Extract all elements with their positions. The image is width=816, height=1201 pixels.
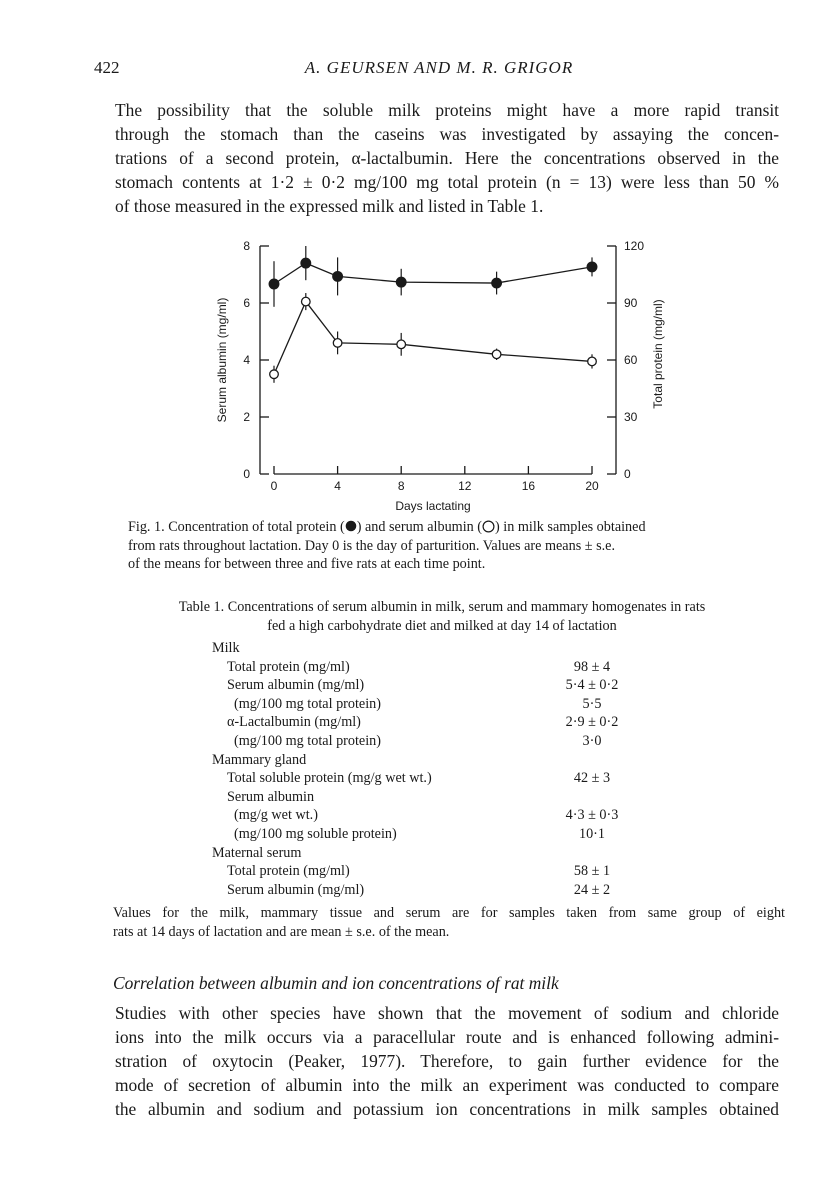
paragraph-line: Studies with other species have shown that the movement of sodium and chloride bbox=[115, 1003, 779, 1023]
x-tick-label: 12 bbox=[458, 479, 472, 493]
total-protein-point bbox=[333, 272, 343, 282]
total-protein-point bbox=[587, 262, 597, 272]
row-label: Serum albumin bbox=[227, 788, 315, 805]
filled-circle-icon bbox=[345, 520, 357, 532]
row-label: (mg/g wet wt.) bbox=[234, 807, 318, 824]
paragraph-line: trations of a second protein, α-lactalbumin. Here the concentrations observed in the bbox=[115, 148, 779, 168]
row-label: Total protein (mg/ml) bbox=[227, 863, 350, 880]
row-value: 2·9 ± 0·2 bbox=[565, 714, 619, 731]
row-label: Serum albumin (mg/ml) bbox=[227, 677, 365, 694]
page-header bbox=[94, 58, 784, 84]
row-value: 4·3 ± 0·3 bbox=[565, 807, 619, 824]
table-row bbox=[212, 676, 662, 695]
row-label: Total soluble protein (mg/g wet wt.) bbox=[227, 770, 432, 787]
total-protein-point bbox=[269, 279, 279, 289]
serum-albumin-point bbox=[397, 340, 406, 349]
serum-albumin-point bbox=[333, 339, 342, 348]
paragraph-line: through the stomach than the caseins was investigated by assaying the concen- bbox=[115, 124, 779, 144]
paragraph-ion-concentrations bbox=[115, 1001, 779, 1121]
row-label: Serum albumin (mg/ml) bbox=[227, 881, 365, 898]
row-value: 10·1 bbox=[578, 825, 605, 842]
x-tick-label: 4 bbox=[334, 479, 341, 493]
figure-caption bbox=[128, 518, 778, 574]
figure-1 bbox=[210, 236, 670, 516]
total-protein-point bbox=[396, 277, 406, 287]
table-row bbox=[212, 806, 662, 825]
row-value: 5·5 bbox=[582, 695, 602, 712]
paragraph-line: ions into the milk occurs via a paracellular route and is enhanced following admini- bbox=[115, 1027, 779, 1047]
row-label: (mg/100 mg total protein) bbox=[234, 732, 381, 749]
y-left-tick-label: 8 bbox=[243, 239, 250, 253]
table-footnote bbox=[113, 904, 785, 941]
row-value: 24 ± 2 bbox=[573, 881, 611, 898]
table-row bbox=[212, 769, 662, 788]
table-1 bbox=[212, 639, 662, 899]
total-protein-point bbox=[492, 278, 502, 288]
paragraph-line: stomach contents at 1·2 ± 0·2 mg/100 mg total protein (n = 13) were less than 50 % bbox=[115, 172, 779, 192]
x-tick-label: 20 bbox=[585, 479, 599, 493]
row-value: 5·4 ± 0·2 bbox=[565, 677, 619, 694]
footnote-line: rats at 14 days of lactation and are mean ± s.e. of the mean. bbox=[113, 923, 450, 940]
row-value: 42 ± 3 bbox=[573, 770, 611, 787]
table-row bbox=[212, 658, 662, 677]
table-row bbox=[212, 788, 662, 807]
paragraph-stomach-transit bbox=[115, 98, 779, 218]
y-right-tick-label: 30 bbox=[624, 410, 638, 424]
running-head: A. GEURSEN AND M. R. GRIGOR bbox=[304, 58, 574, 77]
y-right-tick-label: 60 bbox=[624, 353, 638, 367]
total-protein-point bbox=[301, 258, 311, 268]
row-value: 3·0 bbox=[582, 732, 602, 749]
row-label: Mammary gland bbox=[212, 751, 307, 768]
chart-axes bbox=[243, 239, 644, 493]
table-row bbox=[212, 881, 662, 900]
chart-series bbox=[269, 246, 597, 383]
row-label: (mg/100 mg soluble protein) bbox=[234, 825, 397, 842]
table-title-line: fed a high carbohydrate diet and milked at day 14 of lactation bbox=[267, 617, 617, 634]
table-row bbox=[212, 639, 662, 658]
row-value: 58 ± 1 bbox=[573, 863, 611, 880]
serum-albumin-point bbox=[492, 350, 501, 359]
line-chart bbox=[210, 236, 670, 516]
y-left-tick-label: 6 bbox=[243, 296, 250, 310]
row-value: 98 ± 4 bbox=[573, 658, 611, 675]
serum-albumin-point bbox=[588, 357, 597, 366]
x-tick-label: 0 bbox=[270, 479, 278, 493]
page-number: 422 bbox=[94, 58, 120, 77]
section-heading: Correlation between albumin and ion concentrations of rat milk bbox=[113, 973, 559, 993]
row-label: Total protein (mg/ml) bbox=[227, 658, 350, 675]
caption-line bbox=[128, 518, 778, 537]
y-axis-right-label: Total protein (mg/ml) bbox=[651, 299, 665, 409]
table-row bbox=[212, 825, 662, 844]
table-title-line: Table 1. Concentrations of serum albumin in milk, serum and mammary homogenates in rats bbox=[178, 599, 706, 615]
serum-albumin-line bbox=[274, 302, 592, 375]
paragraph-line: of those measured in the expressed milk and listed in Table 1. bbox=[115, 196, 544, 216]
paragraph-line: stration of oxytocin (Peaker, 1977). Therefore, to gain further evidence for the bbox=[115, 1051, 779, 1071]
y-left-tick-label: 2 bbox=[243, 410, 250, 424]
table-row bbox=[212, 751, 662, 770]
row-label: α-Lactalbumin (mg/ml) bbox=[227, 714, 361, 731]
total-protein-line bbox=[274, 263, 592, 284]
caption-line: from rats throughout lactation. Day 0 is the day of parturition. Values are means ± s.e. bbox=[128, 537, 616, 554]
y-axis-left-label: Serum albumin (mg/ml) bbox=[215, 297, 229, 423]
serum-albumin-point bbox=[302, 297, 311, 306]
footnote-line: Values for the milk, mammary tissue and serum are for samples taken from same group of eight bbox=[113, 905, 785, 921]
table-1-title bbox=[102, 598, 782, 635]
y-right-tick-label: 120 bbox=[624, 239, 645, 253]
caption-text: ) in milk samples obtained bbox=[495, 519, 646, 535]
table-row bbox=[212, 713, 662, 732]
y-right-tick-label: 90 bbox=[624, 296, 638, 310]
table-row bbox=[212, 695, 662, 714]
x-tick-label: 8 bbox=[397, 479, 405, 493]
paragraph-line: the albumin and sodium and potassium ion concentrations in milk samples obtained bbox=[115, 1099, 779, 1119]
row-label: (mg/100 mg total protein) bbox=[234, 695, 381, 712]
x-axis-label: Days lactating bbox=[395, 499, 471, 513]
table-row bbox=[212, 732, 662, 751]
x-tick-label: 16 bbox=[521, 479, 536, 493]
y-left-tick-label: 0 bbox=[243, 467, 250, 481]
caption-text: Fig. 1. Concentration of total protein ( bbox=[128, 519, 345, 535]
y-right-tick-label: 0 bbox=[624, 467, 631, 481]
open-circle-icon bbox=[482, 520, 495, 533]
paragraph-line: The possibility that the soluble milk proteins might have a more rapid transit bbox=[115, 100, 779, 120]
paragraph-line: mode of secretion of albumin into the milk an experiment was conducted to compare bbox=[115, 1075, 779, 1095]
y-left-tick-label: 4 bbox=[243, 353, 250, 367]
table-row bbox=[212, 862, 662, 881]
serum-albumin-point bbox=[270, 370, 279, 379]
caption-text: ) and serum albumin ( bbox=[356, 519, 483, 535]
row-label: Milk bbox=[212, 640, 240, 656]
row-label: Maternal serum bbox=[212, 844, 302, 861]
table-row bbox=[212, 844, 662, 863]
caption-line: of the means for between three and five rats at each time point. bbox=[128, 556, 486, 572]
